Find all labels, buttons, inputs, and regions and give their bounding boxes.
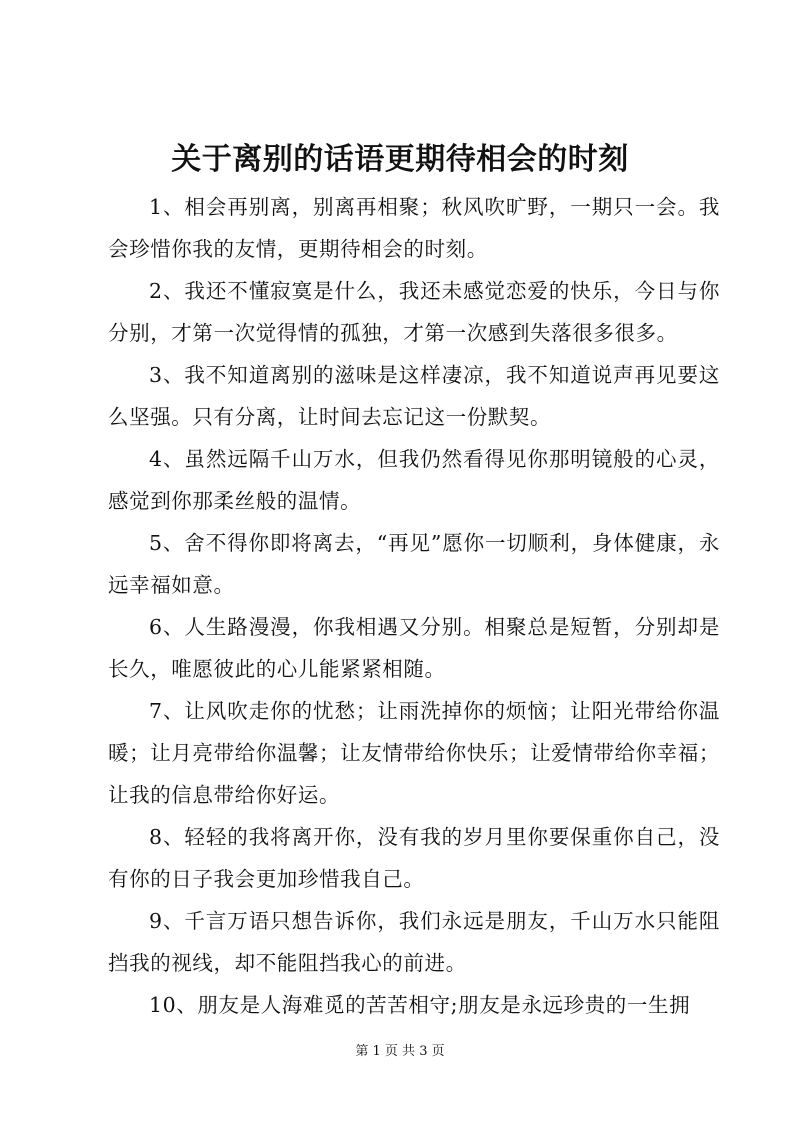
paragraph-6: 6、人生路漫漫，你我相遇又分别。相聚总是短暂，分别却是长久，唯愿彼此的心儿能紧紧相随。 xyxy=(108,615,720,681)
paragraph-10: 10、朋友是人海难觅的苦苦相守;朋友是永远珍贵的一生拥 xyxy=(149,993,691,1017)
paragraph-8: 8、轻轻的我将离开你，没有我的岁月里你要保重你自己，没有你的日子我会更加珍惜我自己。 xyxy=(108,825,720,891)
paragraph-4: 4、虽然远隔千山万水，但我仍然看得见你那明镜般的心灵，感觉到你那柔丝般的温情。 xyxy=(108,447,720,513)
document-body xyxy=(108,186,720,1026)
paragraph-1: 1、相会再别离，别离再相聚；秋风吹旷野，一期只一会。我会珍惜你我的友情，更期待相会的时刻。 xyxy=(108,195,720,261)
page-footer: 第 1 页 共 3 页 xyxy=(355,1044,445,1059)
paragraph-5: 5、舍不得你即将离去，“再见”愿你一切顺利，身体健康，永远幸福如意。 xyxy=(108,531,720,597)
paragraph-9: 9、千言万语只想告诉你，我们永远是朋友，千山万水只能阻挡我的视线，却不能阻挡我心的前进。 xyxy=(108,909,720,975)
paragraph-2: 2、我还不懂寂寞是什么，我还未感觉恋爱的快乐，今日与你分别，才第一次觉得情的孤独，才第一次感到失落很多很多。 xyxy=(108,279,720,345)
document-title: 关于离别的话语更期待相会的时刻 xyxy=(171,142,629,177)
paragraph-7: 7、让风吹走你的忧愁；让雨洗掉你的烦恼；让阳光带给你温暖；让月亮带给你温馨；让友情带给你快乐；让爱情带给你幸福；让我的信息带给你好运。 xyxy=(108,699,720,807)
paragraph-3: 3、我不知道离别的滋味是这样凄凉，我不知道说声再见要这么坚强。只有分离，让时间去忘记这一份默契。 xyxy=(108,363,720,429)
